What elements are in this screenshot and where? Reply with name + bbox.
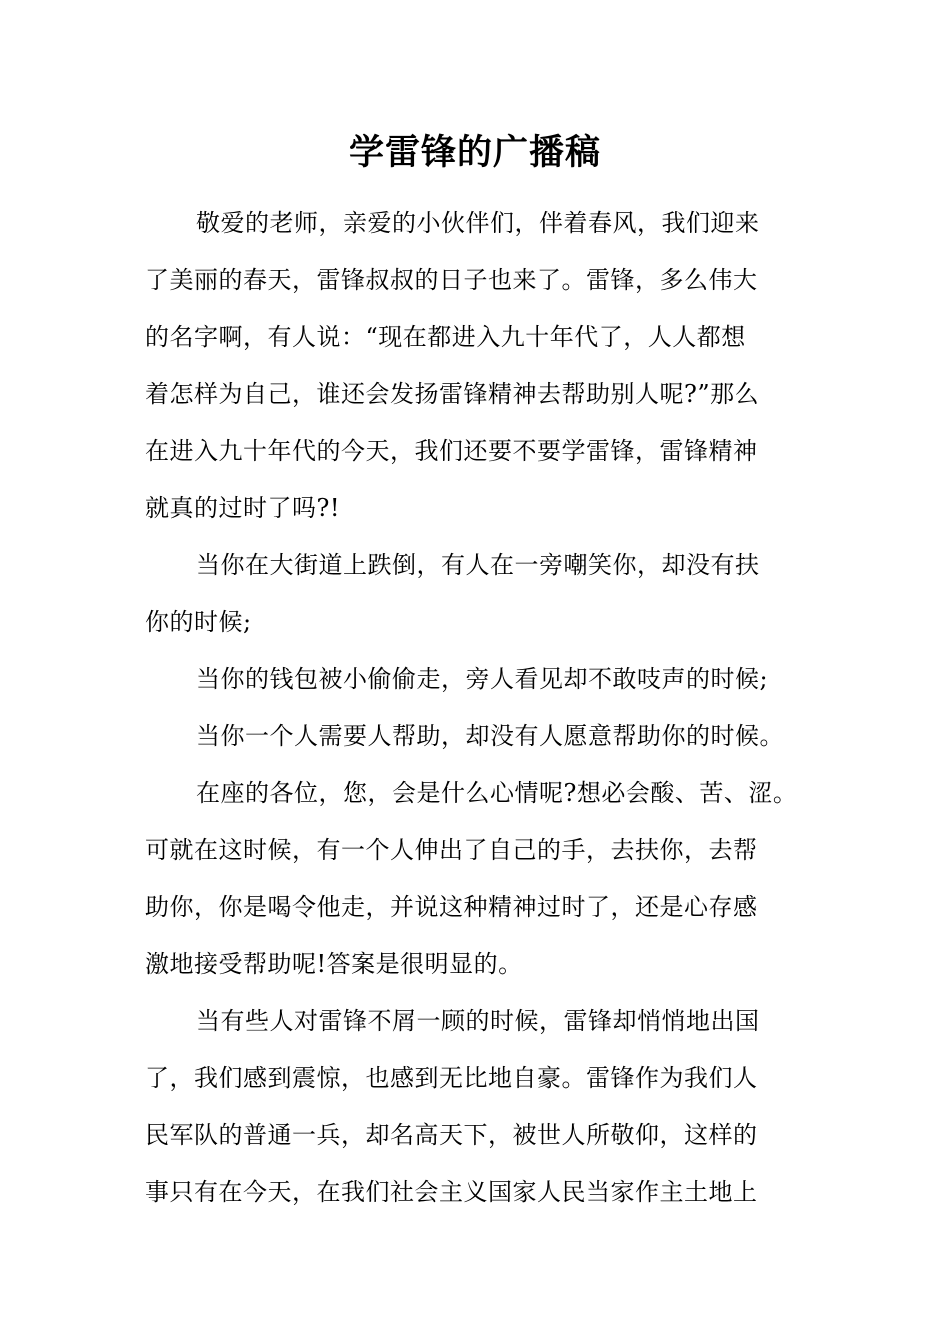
text-line: 当你的钱包被小偷偷走，旁人看见却不敢吱声的时候; [196,665,769,693]
text-line: 的名字啊，有人说：“现在都进入九十年代了，人人都想 [145,323,746,351]
text-line: 了美丽的春天，雷锋叔叔的日子也来了。雷锋，多么伟大 [145,266,758,294]
text-line: 事只有在今天，在我们社会主义国家人民当家作主土地上 [145,1178,758,1206]
text-line: 可就在这时候，有一个人伸出了自己的手，去扶你，去帮 [145,836,758,864]
text-line: 当你一个人需要人帮助，却没有人愿意帮助你的时候。 [196,722,784,750]
text-line: 民军队的普通一兵，却名高天下，被世人所敬仰，这样的 [145,1121,758,1149]
text-line: 在进入九十年代的今天，我们还要不要学雷锋，雷锋精神 [145,437,758,465]
document-title: 学雷锋的广播稿 [348,133,601,173]
text-line: 就真的过时了吗?! [145,494,341,522]
text-line: 当你在大街道上跌倒，有人在一旁嘲笑你，却没有扶 [196,551,760,579]
text-line: 了，我们感到震惊，也感到无比地自豪。雷锋作为我们人 [145,1064,758,1092]
text-line: 当有些人对雷锋不屑一顾的时候，雷锋却悄悄地出国 [196,1007,760,1035]
text-line: 激地接受帮助呢!答案是很明显的。 [145,950,523,978]
text-line: 在座的各位，您，会是什么心情呢?想必会酸、苦、涩。 [196,779,798,807]
document-body [145,195,835,1221]
text-line: 你的时候; [145,608,252,636]
text-line: 助你，你是喝令他走，并说这种精神过时了，还是心存感 [145,893,758,921]
text-line: 着怎样为自己，谁还会发扬雷锋精神去帮助别人呢?”那么 [145,380,760,408]
text-line: 敬爱的老师，亲爱的小伙伴们，伴着春风，我们迎来 [196,209,760,237]
